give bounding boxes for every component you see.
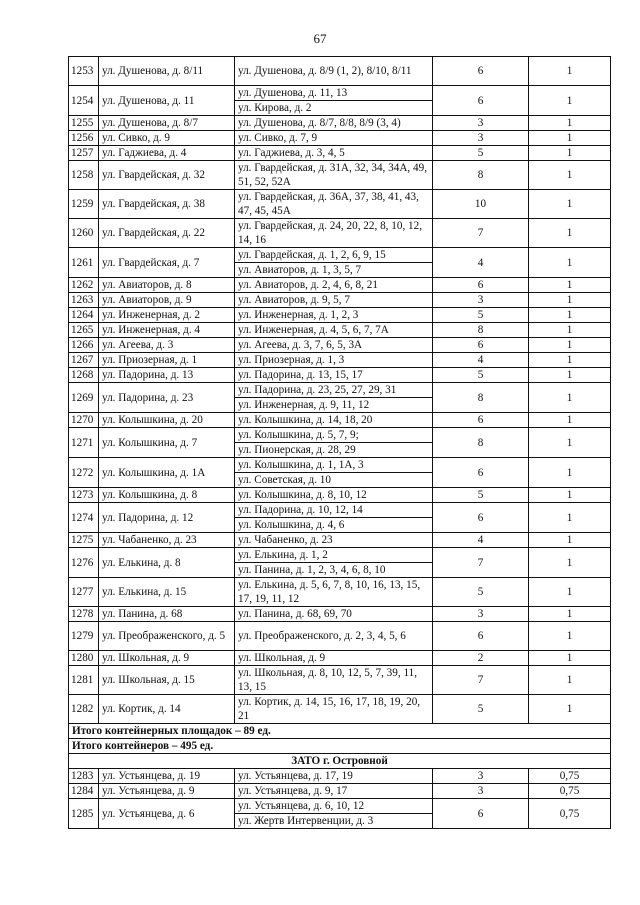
table-row bbox=[69, 293, 611, 308]
container-count: 5 bbox=[433, 368, 529, 383]
container-count: 6 bbox=[433, 799, 529, 829]
table-row bbox=[69, 190, 611, 219]
container-volume: 1 bbox=[529, 190, 611, 219]
container-volume: 1 bbox=[529, 651, 611, 666]
table-row bbox=[69, 57, 611, 86]
container-volume: 1 bbox=[529, 146, 611, 161]
container-volume: 1 bbox=[529, 503, 611, 533]
site-address: ул. Гвардейская, д. 32 bbox=[99, 161, 235, 190]
table-row bbox=[69, 503, 611, 518]
site-address: ул. Агеева, д. 3 bbox=[99, 338, 235, 353]
table-row bbox=[69, 548, 611, 563]
served-address: ул. Гвардейская, д. 24, 20, 22, 8, 10, 12, 14, 16 bbox=[235, 219, 433, 248]
served-address: ул. Приозерная, д. 1, 3 bbox=[235, 353, 433, 368]
table-row bbox=[69, 248, 611, 263]
served-address: ул. Агеева, д. 3, 7, 6, 5, 3А bbox=[235, 338, 433, 353]
row-number: 1267 bbox=[69, 353, 99, 368]
container-volume: 1 bbox=[529, 116, 611, 131]
served-address: ул. Душенова, д. 11, 13 bbox=[235, 86, 433, 101]
row-number: 1274 bbox=[69, 503, 99, 533]
row-number: 1265 bbox=[69, 323, 99, 338]
container-volume: 1 bbox=[529, 695, 611, 724]
table-row bbox=[69, 161, 611, 190]
container-volume: 1 bbox=[529, 86, 611, 116]
site-address: ул. Устьянцева, д. 9 bbox=[99, 784, 235, 799]
served-address: ул. Школьная, д. 8, 10, 12, 5, 7, 39, 11, 13, 15 bbox=[235, 666, 433, 695]
table-row bbox=[69, 651, 611, 666]
site-address: ул. Колышкина, д. 20 bbox=[99, 413, 235, 428]
table-row bbox=[69, 116, 611, 131]
container-count: 6 bbox=[433, 86, 529, 116]
served-address: ул. Авиаторов, д. 1, 3, 5, 7 bbox=[235, 263, 433, 278]
container-volume: 1 bbox=[529, 248, 611, 278]
container-count: 4 bbox=[433, 353, 529, 368]
site-address: ул. Гвардейская, д. 22 bbox=[99, 219, 235, 248]
table-row bbox=[69, 308, 611, 323]
served-address: ул. Советская, д. 10 bbox=[235, 473, 433, 488]
served-address: ул. Кирова, д. 2 bbox=[235, 101, 433, 116]
table-row bbox=[69, 695, 611, 724]
served-address: ул. Падорина, д. 13, 15, 17 bbox=[235, 368, 433, 383]
container-volume: 1 bbox=[529, 413, 611, 428]
served-address: ул. Падорина, д. 10, 12, 14 bbox=[235, 503, 433, 518]
container-volume: 1 bbox=[529, 57, 611, 86]
container-count: 5 bbox=[433, 578, 529, 607]
row-number: 1281 bbox=[69, 666, 99, 695]
page-number: 67 bbox=[313, 31, 327, 46]
container-volume: 1 bbox=[529, 368, 611, 383]
served-address: ул. Гвардейская, д. 36А, 37, 38, 41, 43, 47, 45, 45А bbox=[235, 190, 433, 219]
site-address: ул. Падорина, д. 23 bbox=[99, 383, 235, 413]
table-row bbox=[69, 799, 611, 814]
container-volume: 0,75 bbox=[529, 799, 611, 829]
container-sites-table bbox=[68, 56, 611, 829]
container-volume: 1 bbox=[529, 278, 611, 293]
served-address: ул. Колышкина, д. 14, 18, 20 bbox=[235, 413, 433, 428]
served-address: ул. Пионерская, д. 28, 29 bbox=[235, 443, 433, 458]
container-count: 8 bbox=[433, 383, 529, 413]
site-address: ул. Падорина, д. 13 bbox=[99, 368, 235, 383]
container-volume: 1 bbox=[529, 458, 611, 488]
table-row bbox=[69, 607, 611, 622]
served-address: ул. Панина, д. 68, 69, 70 bbox=[235, 607, 433, 622]
table-row bbox=[69, 353, 611, 368]
served-address: ул. Елькина, д. 5, 6, 7, 8, 10, 16, 13, 15, 17, 19, 11, 12 bbox=[235, 578, 433, 607]
served-address: ул. Сивко, д. 7, 9 bbox=[235, 131, 433, 146]
site-address: ул. Преображенского, д. 5 bbox=[99, 622, 235, 651]
table-body-summary bbox=[69, 724, 611, 769]
row-number: 1283 bbox=[69, 769, 99, 784]
container-count: 3 bbox=[433, 116, 529, 131]
site-address: ул. Инженерная, д. 4 bbox=[99, 323, 235, 338]
row-number: 1271 bbox=[69, 428, 99, 458]
table-body-main bbox=[69, 57, 611, 724]
site-address: ул. Устьянцева, д. 19 bbox=[99, 769, 235, 784]
row-number: 1266 bbox=[69, 338, 99, 353]
site-address: ул. Колышкина, д. 7 bbox=[99, 428, 235, 458]
site-address: ул. Школьная, д. 9 bbox=[99, 651, 235, 666]
row-number: 1285 bbox=[69, 799, 99, 829]
container-count: 5 bbox=[433, 488, 529, 503]
container-volume: 1 bbox=[529, 383, 611, 413]
served-address: ул. Гвардейская, д. 31А, 32, 34, 34А, 49, 51, 52, 52А bbox=[235, 161, 433, 190]
site-address: ул. Душенова, д. 11 bbox=[99, 86, 235, 116]
container-volume: 1 bbox=[529, 548, 611, 578]
container-count: 3 bbox=[433, 784, 529, 799]
served-address: ул. Колышкина, д. 8, 10, 12 bbox=[235, 488, 433, 503]
table-row bbox=[69, 323, 611, 338]
served-address: ул. Елькина, д. 1, 2 bbox=[235, 548, 433, 563]
row-number: 1255 bbox=[69, 116, 99, 131]
summary-sites-text: Итого контейнерных площадок – 89 ед. bbox=[69, 724, 611, 739]
served-address: ул. Устьянцева, д. 6, 10, 12 bbox=[235, 799, 433, 814]
container-volume: 1 bbox=[529, 323, 611, 338]
container-count: 8 bbox=[433, 323, 529, 338]
container-count: 6 bbox=[433, 338, 529, 353]
served-address: ул. Колышкина, д. 5, 7, 9; bbox=[235, 428, 433, 443]
site-address: ул. Кортик, д. 14 bbox=[99, 695, 235, 724]
row-number: 1269 bbox=[69, 383, 99, 413]
row-number: 1282 bbox=[69, 695, 99, 724]
row-number: 1273 bbox=[69, 488, 99, 503]
table-row bbox=[69, 86, 611, 101]
site-address: ул. Приозерная, д. 1 bbox=[99, 353, 235, 368]
container-volume: 1 bbox=[529, 353, 611, 368]
site-address: ул. Сивко, д. 9 bbox=[99, 131, 235, 146]
site-address: ул. Гвардейская, д. 7 bbox=[99, 248, 235, 278]
container-count: 10 bbox=[433, 190, 529, 219]
served-address: ул. Панина, д. 1, 2, 3, 4, 6, 8, 10 bbox=[235, 563, 433, 578]
table-row bbox=[69, 533, 611, 548]
served-address: ул. Авиаторов, д. 2, 4, 6, 8, 21 bbox=[235, 278, 433, 293]
container-count: 7 bbox=[433, 219, 529, 248]
site-address: ул. Гвардейская, д. 38 bbox=[99, 190, 235, 219]
container-volume: 1 bbox=[529, 219, 611, 248]
container-volume: 1 bbox=[529, 131, 611, 146]
row-number: 1284 bbox=[69, 784, 99, 799]
served-address: ул. Кортик, д. 14, 15, 16, 17, 18, 19, 20, 21 bbox=[235, 695, 433, 724]
container-volume: 1 bbox=[529, 578, 611, 607]
container-count: 5 bbox=[433, 695, 529, 724]
row-number: 1275 bbox=[69, 533, 99, 548]
site-address: ул. Падорина, д. 12 bbox=[99, 503, 235, 533]
served-address: ул. Душенова, д. 8/9 (1, 2), 8/10, 8/11 bbox=[235, 57, 433, 86]
container-volume: 1 bbox=[529, 533, 611, 548]
row-number: 1270 bbox=[69, 413, 99, 428]
container-volume: 1 bbox=[529, 428, 611, 458]
served-address: ул. Колышкина, д. 4, 6 bbox=[235, 518, 433, 533]
summary-containers-text: Итого контейнеров – 495 ед. bbox=[69, 739, 611, 754]
container-count: 6 bbox=[433, 458, 529, 488]
site-address: ул. Авиаторов, д. 8 bbox=[99, 278, 235, 293]
container-count: 6 bbox=[433, 413, 529, 428]
row-number: 1276 bbox=[69, 548, 99, 578]
table-row bbox=[69, 131, 611, 146]
container-volume: 1 bbox=[529, 488, 611, 503]
container-count: 3 bbox=[433, 769, 529, 784]
row-number: 1254 bbox=[69, 86, 99, 116]
container-count: 6 bbox=[433, 278, 529, 293]
container-count: 8 bbox=[433, 161, 529, 190]
table-row bbox=[69, 368, 611, 383]
container-volume: 0,75 bbox=[529, 784, 611, 799]
site-address: ул. Чабаненко, д. 23 bbox=[99, 533, 235, 548]
container-volume: 1 bbox=[529, 161, 611, 190]
site-address: ул. Елькина, д. 15 bbox=[99, 578, 235, 607]
site-address: ул. Инженерная, д. 2 bbox=[99, 308, 235, 323]
row-number: 1259 bbox=[69, 190, 99, 219]
site-address: ул. Гаджиева, д. 4 bbox=[99, 146, 235, 161]
row-number: 1278 bbox=[69, 607, 99, 622]
container-volume: 1 bbox=[529, 338, 611, 353]
table-row bbox=[69, 383, 611, 398]
container-volume: 1 bbox=[529, 666, 611, 695]
table-row bbox=[69, 784, 611, 799]
site-address: ул. Панина, д. 68 bbox=[99, 607, 235, 622]
served-address: ул. Преображенского, д. 2, 3, 4, 5, 6 bbox=[235, 622, 433, 651]
table-row bbox=[69, 578, 611, 607]
row-number: 1258 bbox=[69, 161, 99, 190]
table-row bbox=[69, 622, 611, 651]
served-address: ул. Устьянцева, д. 17, 19 bbox=[235, 769, 433, 784]
row-number: 1261 bbox=[69, 248, 99, 278]
table-body-section bbox=[69, 769, 611, 829]
container-count: 5 bbox=[433, 146, 529, 161]
container-volume: 1 bbox=[529, 607, 611, 622]
served-address: ул. Устьянцева, д. 9, 17 bbox=[235, 784, 433, 799]
section-header-row bbox=[69, 754, 611, 769]
served-address: ул. Инженерная, д. 4, 5, 6, 7, 7А bbox=[235, 323, 433, 338]
container-count: 8 bbox=[433, 428, 529, 458]
table-row bbox=[69, 666, 611, 695]
row-number: 1263 bbox=[69, 293, 99, 308]
served-address: ул. Школьная, д. 9 bbox=[235, 651, 433, 666]
served-address: ул. Инженерная, д. 9, 11, 12 bbox=[235, 398, 433, 413]
served-address: ул. Гвардейская, д. 1, 2, 6, 9, 15 bbox=[235, 248, 433, 263]
row-number: 1262 bbox=[69, 278, 99, 293]
table-row bbox=[69, 458, 611, 473]
summary-row-sites bbox=[69, 724, 611, 739]
container-volume: 1 bbox=[529, 622, 611, 651]
site-address: ул. Колышкина, д. 8 bbox=[99, 488, 235, 503]
site-address: ул. Школьная, д. 15 bbox=[99, 666, 235, 695]
served-address: ул. Колышкина, д. 1, 1А, 3 bbox=[235, 458, 433, 473]
table-row bbox=[69, 769, 611, 784]
container-count: 7 bbox=[433, 666, 529, 695]
row-number: 1256 bbox=[69, 131, 99, 146]
row-number: 1257 bbox=[69, 146, 99, 161]
site-address: ул. Устьянцева, д. 6 bbox=[99, 799, 235, 829]
container-count: 4 bbox=[433, 248, 529, 278]
table-row bbox=[69, 413, 611, 428]
table-row bbox=[69, 428, 611, 443]
row-number: 1280 bbox=[69, 651, 99, 666]
table-row bbox=[69, 278, 611, 293]
site-address: ул. Душенова, д. 8/11 bbox=[99, 57, 235, 86]
row-number: 1268 bbox=[69, 368, 99, 383]
served-address: ул. Инженерная, д. 1, 2, 3 bbox=[235, 308, 433, 323]
container-count: 3 bbox=[433, 293, 529, 308]
site-address: ул. Колышкина, д. 1А bbox=[99, 458, 235, 488]
table-row bbox=[69, 338, 611, 353]
container-count: 2 bbox=[433, 651, 529, 666]
container-count: 6 bbox=[433, 57, 529, 86]
row-number: 1277 bbox=[69, 578, 99, 607]
served-address: ул. Падорина, д. 23, 25, 27, 29, 31 bbox=[235, 383, 433, 398]
summary-row-containers bbox=[69, 739, 611, 754]
section-title: ЗАТО г. Островной bbox=[69, 754, 611, 769]
row-number: 1253 bbox=[69, 57, 99, 86]
served-address: ул. Душенова, д. 8/7, 8/8, 8/9 (3, 4) bbox=[235, 116, 433, 131]
served-address: ул. Чабаненко, д. 23 bbox=[235, 533, 433, 548]
table-row bbox=[69, 219, 611, 248]
served-address: ул. Жертв Интервенции, д. 3 bbox=[235, 814, 433, 829]
container-count: 7 bbox=[433, 548, 529, 578]
site-address: ул. Авиаторов, д. 9 bbox=[99, 293, 235, 308]
row-number: 1264 bbox=[69, 308, 99, 323]
container-count: 5 bbox=[433, 308, 529, 323]
container-volume: 0,75 bbox=[529, 769, 611, 784]
served-address: ул. Гаджиева, д. 3, 4, 5 bbox=[235, 146, 433, 161]
container-count: 3 bbox=[433, 131, 529, 146]
container-count: 4 bbox=[433, 533, 529, 548]
site-address: ул. Душенова, д. 8/7 bbox=[99, 116, 235, 131]
row-number: 1272 bbox=[69, 458, 99, 488]
container-count: 3 bbox=[433, 607, 529, 622]
site-address: ул. Елькина, д. 8 bbox=[99, 548, 235, 578]
container-volume: 1 bbox=[529, 308, 611, 323]
row-number: 1279 bbox=[69, 622, 99, 651]
container-volume: 1 bbox=[529, 293, 611, 308]
container-count: 6 bbox=[433, 622, 529, 651]
table-row bbox=[69, 146, 611, 161]
table-row bbox=[69, 488, 611, 503]
row-number: 1260 bbox=[69, 219, 99, 248]
served-address: ул. Авиаторов, д. 9, 5, 7 bbox=[235, 293, 433, 308]
container-count: 6 bbox=[433, 503, 529, 533]
